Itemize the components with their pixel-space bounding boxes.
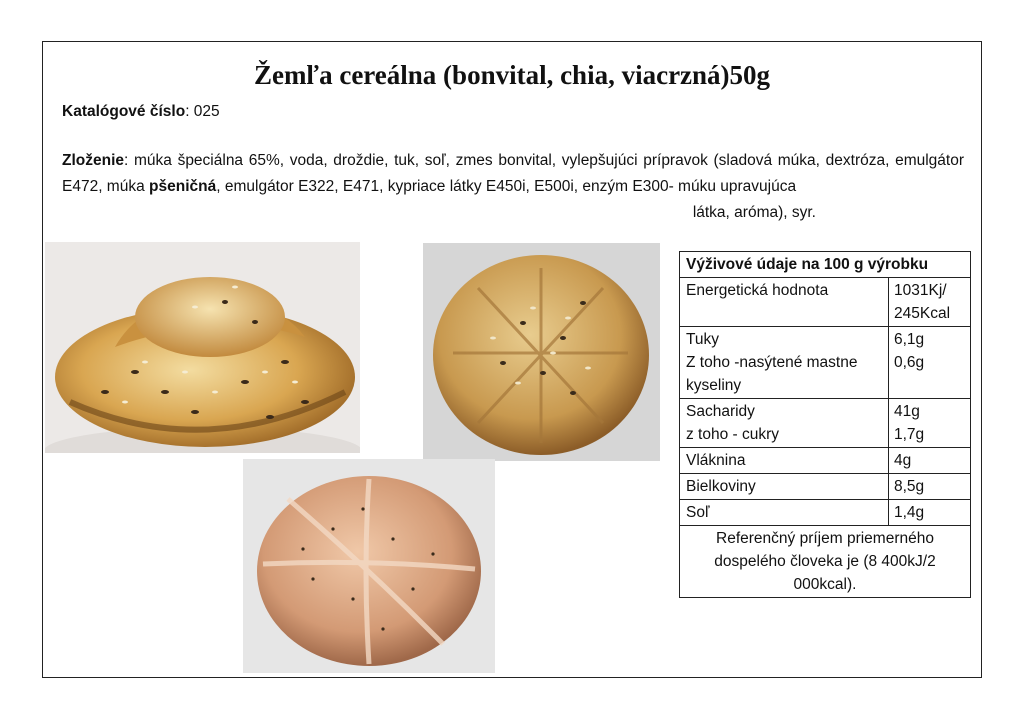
table-row [680, 500, 971, 526]
salt-value: 1,4g [889, 500, 971, 526]
fat-label: Tuky [686, 331, 720, 348]
carb-labels [680, 399, 889, 448]
composition-text-3: látka, aróma), syr. [692, 204, 816, 221]
composition-bold-wheat: pšeničná [149, 178, 217, 195]
sat-fat-label: Z toho -nasýtené mastne kyseliny [686, 354, 858, 394]
composition-label: Zloženie [62, 152, 125, 169]
bread-roll-photo-kaiser [243, 459, 495, 673]
protein-value: 8,5g [889, 474, 971, 500]
fat-values [889, 327, 971, 399]
salt-label: Soľ [680, 500, 889, 526]
energy-value: 1031Kj/ 245Kcal [889, 278, 971, 327]
bread-roll-photo-top [423, 243, 660, 461]
composition-text-2: , emulgátor E322, E471, kypriace látky E450i, E500i, enzým E300- múku upravujúca [216, 178, 797, 195]
catalog-label: Katalógové číslo [62, 103, 186, 120]
catalog-value: : 025 [185, 103, 220, 120]
reference-intake-note: Referenčný príjem priemerného dospelého človeka je (8 400kJ/2 000kcal). [680, 526, 971, 598]
sugars-label: z toho - cukry [686, 426, 780, 443]
table-row [680, 278, 971, 327]
table-row [680, 526, 971, 598]
protein-label: Bielkoviny [680, 474, 889, 500]
composition [62, 148, 964, 226]
sat-fat-value: 0,6g [894, 354, 925, 371]
energy-label: Energetická hodnota [680, 278, 889, 327]
table-row [680, 474, 971, 500]
composition-text-1: : múka špeciálna 65%, voda, droždie, tuk, soľ, zmes bonvital, vylepšujúci prípravok (sladová múka, dextróza, emulgátor E472, múka [62, 152, 964, 195]
table-row [680, 399, 971, 448]
nutrition-header-row [680, 252, 971, 278]
nutrition-table [679, 251, 971, 598]
carbs-label: Sacharidy [686, 403, 755, 420]
sugars-value: 1,7g [894, 426, 925, 443]
page-title: Žemľa cereálna (bonvital, chia, viacrzná)50g [253, 60, 771, 90]
carbs-value: 41g [894, 403, 920, 420]
catalog-number [62, 103, 220, 121]
fat-value: 6,1g [894, 331, 925, 348]
fiber-label: Vláknina [680, 448, 889, 474]
carb-values [889, 399, 971, 448]
table-row [680, 448, 971, 474]
nutrition-header: Výživové údaje na 100 g výrobku [680, 252, 971, 278]
bread-roll-photo-side [45, 242, 360, 453]
table-row [680, 327, 971, 399]
fat-labels [680, 327, 889, 399]
fiber-value: 4g [889, 448, 971, 474]
